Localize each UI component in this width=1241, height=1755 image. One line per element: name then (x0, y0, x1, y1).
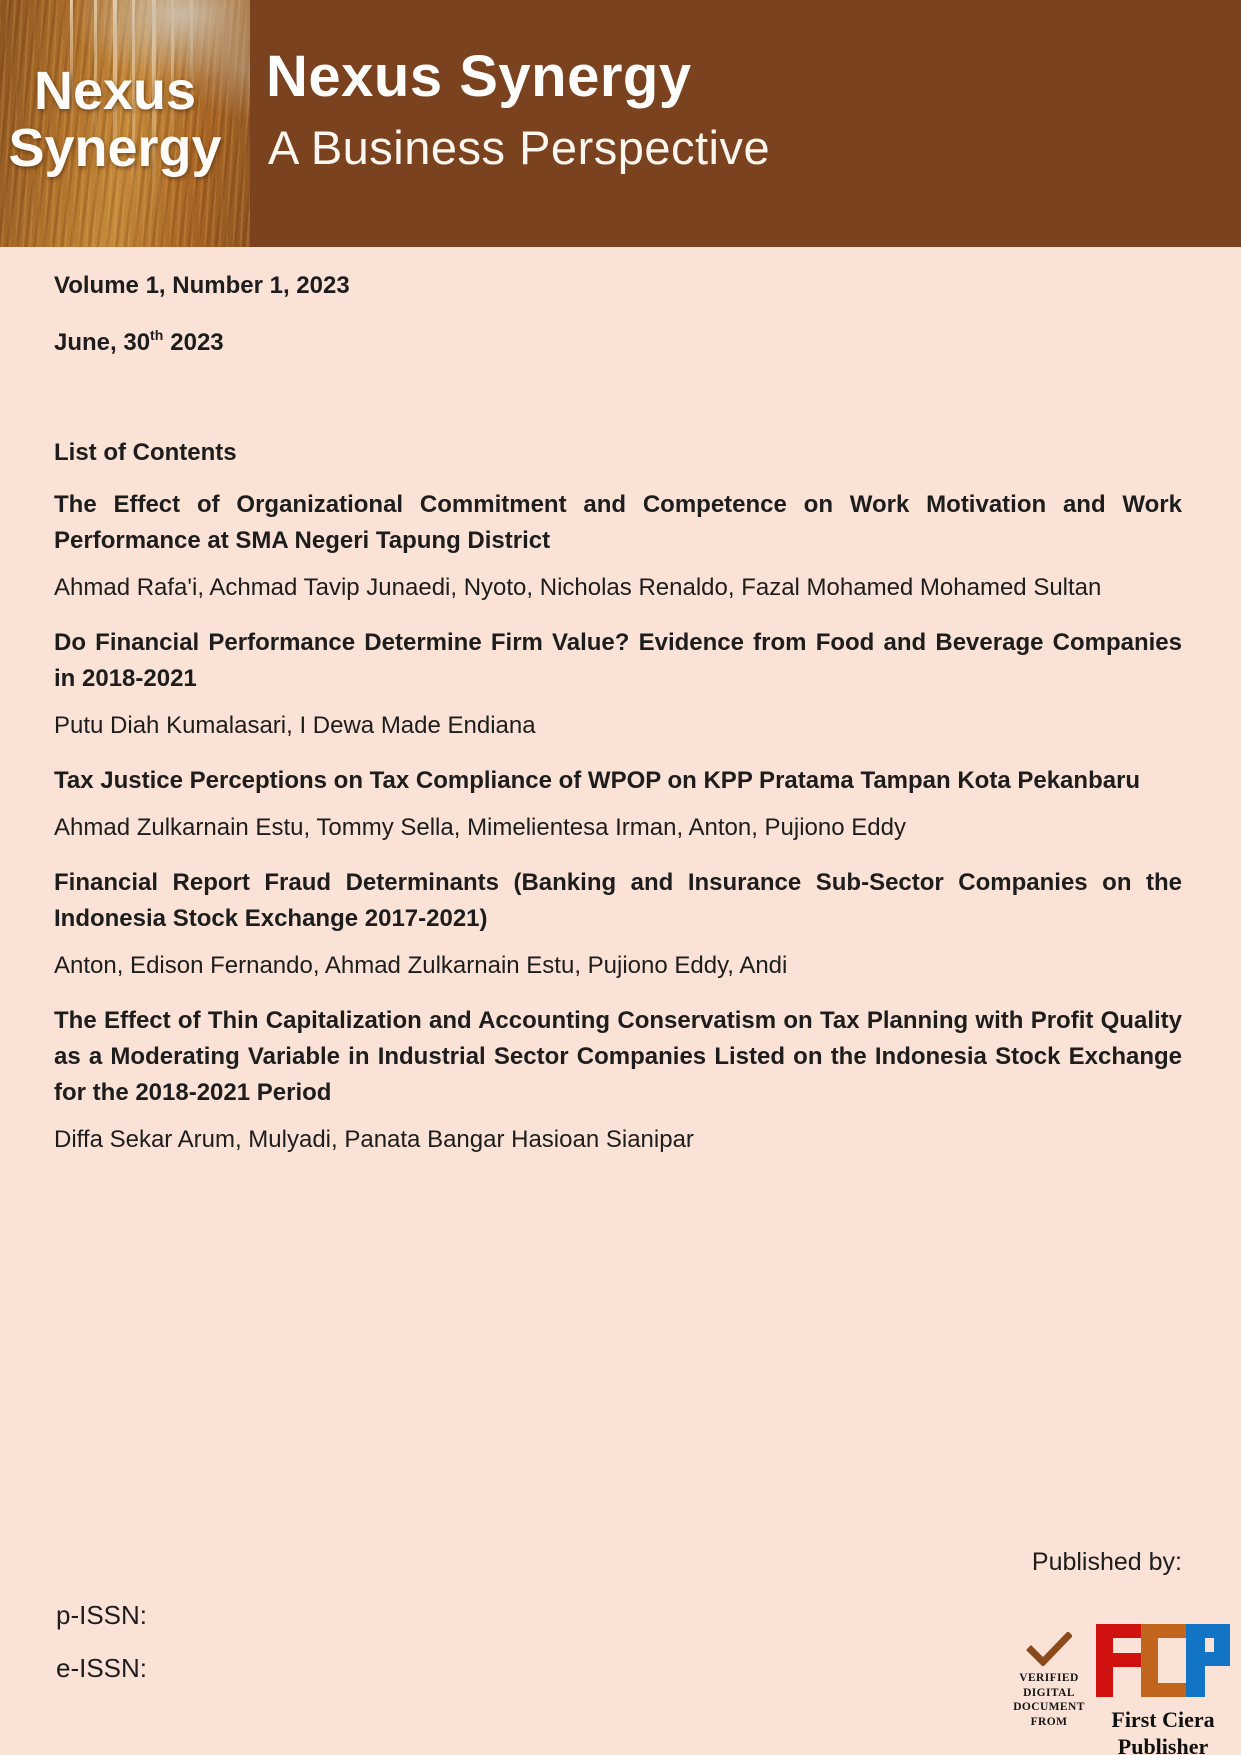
article-list (54, 487, 1182, 1155)
publisher-logo-block (1096, 1624, 1230, 1755)
checkmark-icon (1026, 1632, 1072, 1666)
issue-date-text: June, 30 (54, 329, 151, 356)
article-title: The Effect of Thin Capitalization and Accounting Conservatism on Tax Planning with Profit Quality as a Moderating Variable in Industrial Sector Companies Listed on the Indonesia Stock Exchange for the 2018-2021 Period (54, 1007, 1182, 1106)
e-issn-label: e-ISSN: (56, 1653, 148, 1683)
fcp-letter-p (1186, 1624, 1230, 1697)
volume-line: Volume 1, Number 1, 2023 (54, 272, 350, 299)
badge-line-digital: DIGITAL (1023, 1686, 1075, 1699)
article-authors: Ahmad Zulkarnain Estu, Tommy Sella, Mimelientesa Irman, Anton, Pujiono Eddy (54, 814, 906, 841)
article-entry (54, 865, 1182, 981)
published-by-label: Published by: (1031, 1548, 1182, 1576)
article-title: Tax Justice Perceptions on Tax Compliance of WPOP on KPP Pratama Tampan Kota Pekanbaru (54, 767, 1141, 794)
publisher-name-line1: First Ciera (1111, 1707, 1215, 1732)
article-authors: Putu Diah Kumalasari, I Dewa Made Endiana (54, 712, 536, 739)
journal-title: Nexus Synergy (266, 44, 692, 109)
list-of-contents-heading: List of Contents (54, 439, 237, 466)
article-authors: Ahmad Rafa'i, Achmad Tavip Junaedi, Nyoto, Nicholas Renaldo, Fazal Mohamed Mohamed Sultan (54, 574, 1102, 601)
content-area (54, 271, 1182, 1155)
fcp-logo-icon (1096, 1624, 1230, 1697)
article-entry (54, 1003, 1182, 1155)
p-issn-label: p-ISSN: (56, 1600, 148, 1630)
masthead-title-band (250, 0, 1241, 247)
journal-logo (0, 0, 250, 247)
issue-date-ordinal: th (150, 327, 164, 343)
article-entry (54, 763, 1182, 843)
logo-word-nexus: Nexus (33, 60, 197, 121)
article-entry (54, 487, 1182, 603)
logo-word-synergy: Synergy (8, 117, 222, 178)
verified-digital-document-badge (1006, 1632, 1092, 1729)
article-title: Do Financial Performance Determine Firm Value? Evidence from Food and Beverage Companies in 2018-2021 (54, 629, 1182, 692)
article-authors: Anton, Edison Fernando, Ahmad Zulkarnain Estu, Pujiono Eddy, Andi (54, 952, 788, 979)
article-title: The Effect of Organizational Commitment and Competence on Work Motivation and Work Performance at SMA Negeri Tapung District (54, 491, 1182, 554)
badge-line-verified: VERIFIED (1019, 1672, 1079, 1684)
badge-line-document: DOCUMENT (1013, 1701, 1085, 1713)
fcp-letter-f (1096, 1624, 1141, 1697)
issue-date-year: 2023 (170, 329, 224, 356)
publisher-name-line2: Publisher (1117, 1734, 1209, 1755)
issue-date-line (54, 321, 1182, 358)
fcp-letter-c (1141, 1624, 1186, 1697)
article-title: Financial Report Fraud Determinants (Banking and Insurance Sub-Sector Companies on the Indonesia Stock Exchange 2017-2021) (54, 869, 1182, 932)
journal-subtitle: A Business Perspective (268, 121, 771, 174)
wood-texture-panel (0, 0, 250, 247)
article-authors: Diffa Sekar Arum, Mulyadi, Panata Bangar Hasioan Sianipar (54, 1126, 694, 1153)
article-entry (54, 625, 1182, 741)
masthead (0, 0, 1241, 247)
badge-line-from: FROM (1030, 1715, 1068, 1728)
